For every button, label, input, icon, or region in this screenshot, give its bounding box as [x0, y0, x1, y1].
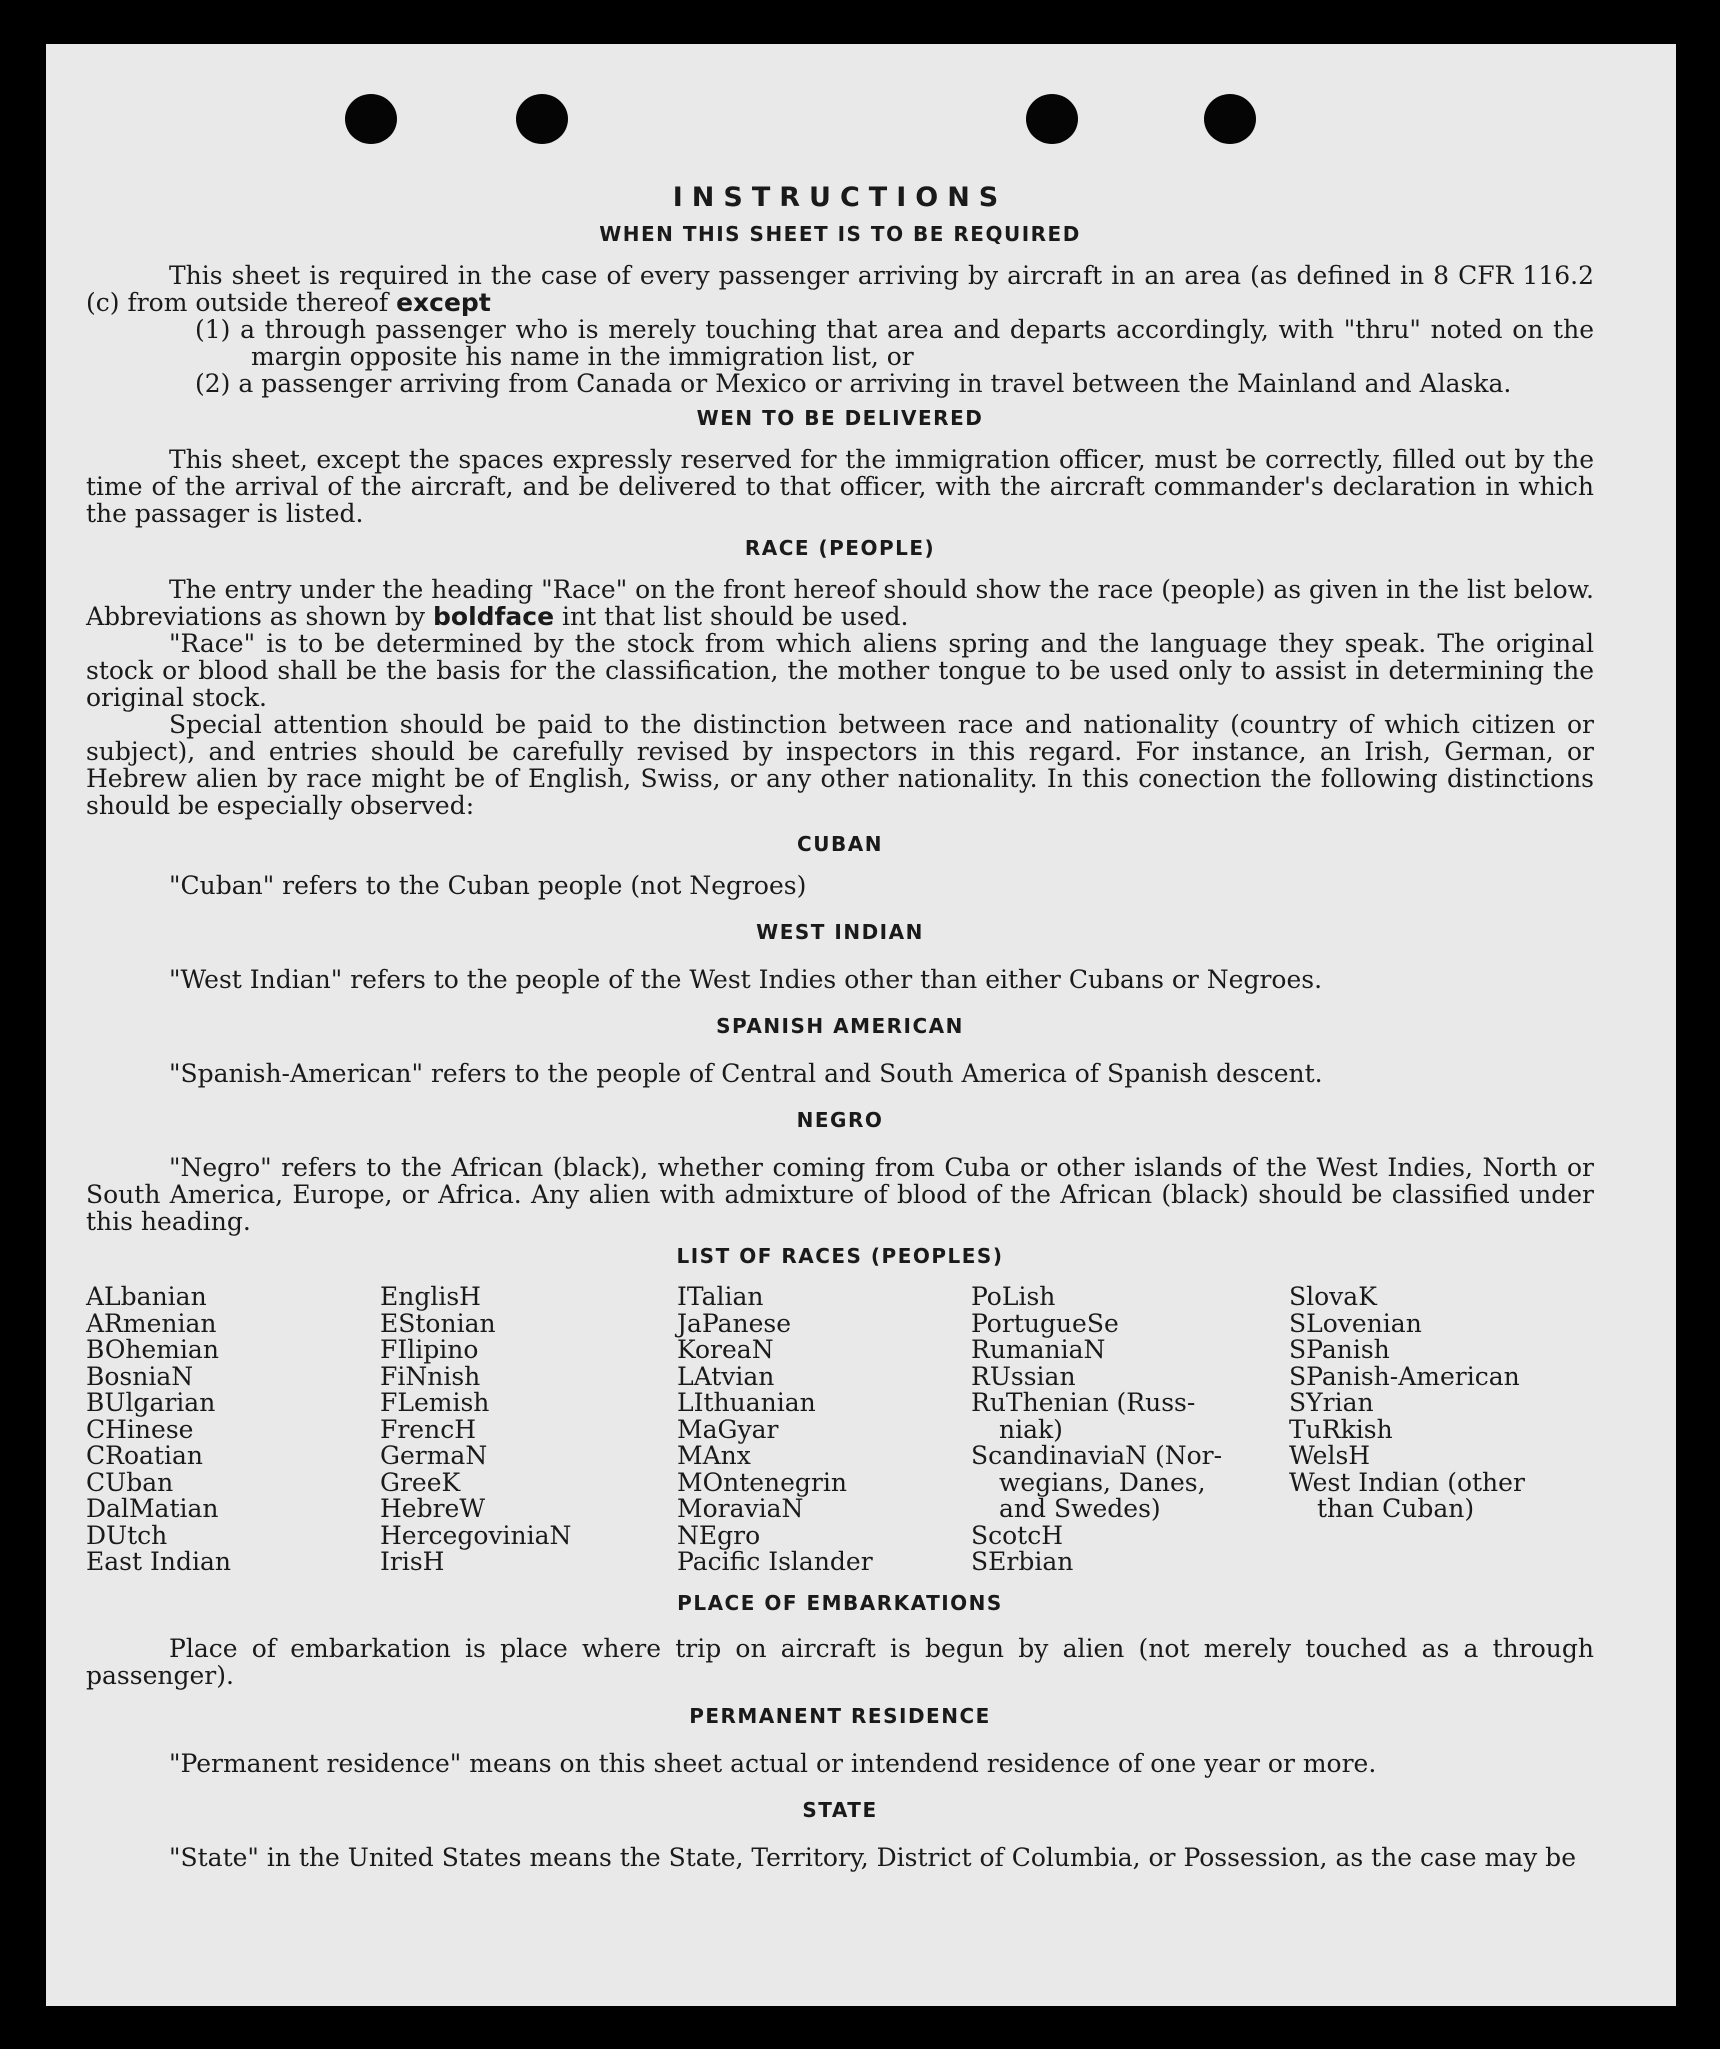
race-column: [380, 1284, 677, 1576]
section-heading: LIST OF RACES (PEOPLES): [676, 1244, 1004, 1268]
punch-hole: [516, 94, 568, 144]
race-item: CHinese: [86, 1414, 194, 1444]
section-heading: PERMANENT RESIDENCE: [689, 1703, 991, 1728]
race-item: GermaN: [380, 1441, 488, 1470]
race-item: CUban: [86, 1467, 174, 1497]
paragraph: Special attention should be paid to the distinction between race and nationality (country of which citizen or subject), and entries should be carefully revised by inspectors in this regard. For instance, an Irish, German, or Hebrew alien by race might be of English, Swiss, or any other nationality. In this conection the following distinctions should be especially observed:: [86, 710, 1594, 820]
race-item: ITalian: [677, 1282, 764, 1311]
race-column: [86, 1284, 380, 1576]
race-item: NEgro: [677, 1520, 761, 1550]
race-column: [677, 1284, 971, 1576]
paragraph: Place of embarkation is place where trip on aircraft is begun by alien (not merely touched as a through passenger).: [86, 1633, 1594, 1690]
paragraph: "State" in the United States means the State, Territory, District of Columbia, or Possession, as the case may be: [169, 1842, 1576, 1872]
race-item: West Indian (other: [1289, 1467, 1525, 1497]
paragraph: This sheet is required in the case of every passenger arriving by aircraft in an area (as defined in 8 CFR 116.2 (c) from outside thereof except: [86, 261, 1594, 317]
race-item: FrencH: [380, 1414, 476, 1444]
race-item: SPanish: [1289, 1335, 1390, 1364]
race-item: BUlgarian: [86, 1388, 216, 1417]
race-item: DalMatian: [86, 1494, 219, 1523]
race-item: FLemish: [380, 1388, 490, 1417]
race-item: FiNnish: [380, 1361, 481, 1391]
race-item: EStonian: [380, 1308, 496, 1338]
race-column: [971, 1284, 1289, 1576]
race-item: EnglisH: [380, 1282, 481, 1311]
race-item-continuation: niak): [999, 1414, 1063, 1444]
race-item: CRoatian: [86, 1441, 203, 1470]
race-item: BOhemian: [86, 1335, 219, 1364]
race-item-continuation: and Swedes): [999, 1494, 1161, 1523]
race-item: ScandinaviaN (Nor-: [971, 1441, 1223, 1470]
race-item: SPanish-American: [1289, 1361, 1520, 1391]
race-item: TuRkish: [1289, 1414, 1393, 1444]
race-item: HercegoviniaN: [380, 1520, 572, 1550]
race-item: Pacific Islander: [677, 1547, 873, 1576]
race-item-continuation: than Cuban): [1317, 1494, 1475, 1523]
paragraph: "Negro" refers to the African (black), whether coming from Cuba or other islands of the West Indies, North or South America, Europe, or Africa. Any alien with admixture of blood of the African (black) should be classified under this heading.: [86, 1153, 1594, 1236]
race-item: ARmenian: [86, 1308, 217, 1338]
section-heading: WEST INDIAN: [756, 920, 924, 944]
race-item: LIthuanian: [677, 1388, 816, 1417]
section-heading: NEGRO: [796, 1108, 884, 1132]
race-item: MOntenegrin: [677, 1467, 847, 1497]
race-item: GreeK: [380, 1467, 461, 1497]
race-item: MaGyar: [677, 1414, 779, 1444]
race-item: BosniaN: [86, 1361, 194, 1391]
race-item: KoreaN: [677, 1335, 774, 1364]
list-item: (2) a passenger arriving from Canada or Mexico or arriving in travel between the Mainland and Alaska.: [195, 369, 1512, 398]
race-item: MAnx: [677, 1441, 751, 1470]
punch-hole: [1026, 94, 1078, 144]
paragraph: The entry under the heading "Race" on the front hereof should show the race (people) as given in the list below. Abbreviations as shown by boldface int that list should be used.: [86, 575, 1594, 631]
race-item: RumaniaN: [971, 1335, 1106, 1364]
race-item: RUssian: [971, 1361, 1076, 1391]
race-item: MoraviaN: [677, 1494, 804, 1523]
paragraph: This sheet, except the spaces expressly reserved for the immigration officer, must be correctly, filled out by the time of the arrival of the aircraft, and be delivered to that officer, with the aircraft commander's declaration in which the passager is listed.: [86, 445, 1594, 528]
race-item: SLovenian: [1289, 1308, 1422, 1338]
race-item-continuation: wegians, Danes,: [999, 1467, 1206, 1497]
race-item: DUtch: [86, 1520, 168, 1550]
race-item: IrisH: [380, 1547, 445, 1576]
paragraph: "Permanent residence" means on this sheet actual or intendend residence of one year or more.: [169, 1748, 1377, 1778]
instructions-content: [86, 184, 1594, 1871]
list-item: (1) a through passenger who is merely touching that area and departs accordingly, with "thru" noted on the margin opposite his name in the immigration list, or: [195, 315, 1594, 371]
race-item: SErbian: [971, 1547, 1074, 1576]
paragraph: "Race" is to be determined by the stock from which aliens spring and the language they speak. The original stock or blood shall be the basis for the classification, the mother tongue to be used only to assist in determining the original stock.: [86, 629, 1594, 712]
punch-hole: [1204, 94, 1256, 144]
race-item: SlovaK: [1289, 1282, 1377, 1311]
section-heading: CUBAN: [797, 832, 883, 856]
paragraph: "Cuban" refers to the Cuban people (not Negroes): [169, 871, 807, 900]
race-list: [86, 1284, 1594, 1576]
race-item: ScotcH: [971, 1520, 1064, 1550]
punch-hole: [345, 94, 397, 144]
document-page: [46, 44, 1676, 2006]
race-column: [1289, 1284, 1589, 1576]
race-item: WelsH: [1289, 1441, 1371, 1470]
race-item: FIlipino: [380, 1335, 479, 1364]
section-heading: RACE (PEOPLE): [744, 536, 936, 560]
race-item: PortugueSe: [971, 1308, 1119, 1338]
paragraph: "West Indian" refers to the people of the West Indies other than either Cubans or Negroes.: [169, 965, 1323, 994]
race-item: PoLish: [971, 1282, 1056, 1311]
section-heading: WEN TO BE DELIVERED: [696, 406, 984, 430]
race-item: RuThenian (Russ-: [971, 1388, 1196, 1417]
race-item: ALbanian: [86, 1282, 207, 1311]
section-heading: WHEN THIS SHEET IS TO BE REQUIRED: [599, 222, 1081, 246]
race-item: East Indian: [86, 1547, 231, 1576]
race-item: SYrian: [1289, 1388, 1374, 1417]
page-title: INSTRUCTIONS: [672, 182, 1008, 213]
section-heading: PLACE OF EMBARKATIONS: [677, 1590, 1003, 1615]
race-item: HebreW: [380, 1494, 486, 1523]
paragraph: "Spanish-American" refers to the people of Central and South America of Spanish descent.: [169, 1059, 1323, 1088]
race-item: LAtvian: [677, 1361, 775, 1391]
section-heading: STATE: [802, 1797, 878, 1822]
section-heading: SPANISH AMERICAN: [716, 1014, 964, 1038]
race-item: JaPanese: [677, 1308, 792, 1338]
